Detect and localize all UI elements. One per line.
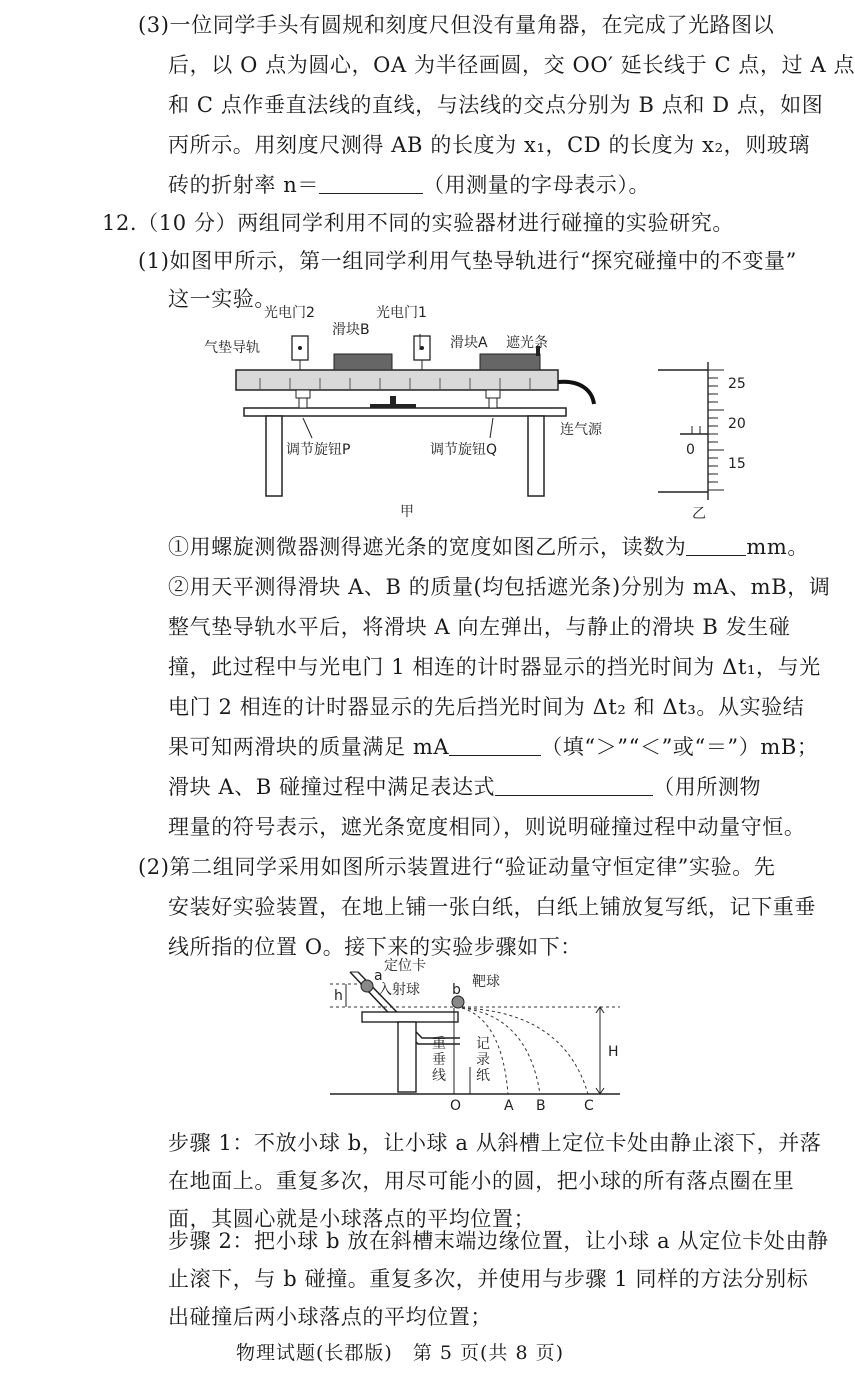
figure-air-track	[200, 300, 620, 522]
tick-15: 15	[728, 456, 746, 472]
step1-line-1: 步骤 1：不放小球 b，让小球 a 从斜槽上定位卡处由静止滚下，并落	[168, 1131, 822, 1155]
q12-1-line-1: (1)如图甲所示，第一组同学利用气垫导轨进行“探究碰撞中的不变量”	[138, 249, 798, 273]
answer-blank-mass-relation[interactable]	[449, 733, 541, 756]
label-B: B	[536, 1098, 546, 1114]
label-H: H	[608, 1044, 619, 1060]
q12-s2-line-6-a: 滑块 A、B 碰撞过程中满足表达式	[168, 775, 496, 799]
q12-s2-line-4: 电门 2 相连的计时器显示的先后挡光时间为 Δt₂ 和 Δt₃。从实验结	[168, 695, 805, 719]
q12-s2-line-3: 撞，此过程中与光电门 1 相连的计时器显示的挡光时间为 Δt₁，与光	[168, 655, 821, 679]
q12-s2-line-7: 理量的符号表示，遮光条宽度相同），则说明碰撞过程中动量守恒。	[168, 815, 806, 839]
q12-s2-line-1: ②用天平测得滑块 A、B 的质量(均包括遮光条)分别为 mA、mB，调	[168, 575, 831, 599]
table-top	[244, 408, 566, 416]
q12-step-reading	[168, 532, 809, 562]
caption-yi: 乙	[692, 506, 706, 522]
tick-zero: 0	[686, 442, 695, 458]
label-light-shield: 遮光条	[506, 335, 548, 351]
label-target-ball: 靶球	[472, 974, 500, 990]
label-O: O	[450, 1098, 462, 1114]
label-positioning-card: 定位卡	[384, 958, 426, 974]
q12-s2-line-5	[168, 732, 819, 762]
q12-s2-line-6-b: （用所测物	[653, 775, 762, 799]
step1-line-2: 在地面上。重复多次，用尽可能小的圆，把小球的所有落点圈在里	[168, 1169, 795, 1193]
label-a: a	[374, 968, 383, 984]
q12-step-reading-a: ①用螺旋测微器测得遮光条的宽度如图乙所示，读数为	[168, 535, 687, 559]
label-b: b	[452, 982, 461, 998]
table-leg-right	[528, 416, 544, 496]
label-photogate-1: 光电门1	[376, 305, 427, 321]
slider-a	[480, 354, 540, 370]
label-knob-q: 调节旋钮Q	[430, 442, 498, 458]
air-track-rail	[236, 370, 558, 390]
photogate-2	[292, 336, 308, 370]
step2-line-1: 步骤 2：把小球 b 放在斜槽末端边缘位置，让小球 a 从定位卡处由静	[168, 1229, 829, 1253]
q11-3-line-5	[168, 170, 650, 200]
figure-micrometer	[650, 354, 760, 524]
table-leg-left	[266, 416, 282, 496]
label-air-source: 连气源	[560, 422, 602, 438]
label-ji: 记	[476, 1036, 490, 1052]
slider-b	[334, 354, 392, 370]
q12-2-line-1: (2)第二组同学采用如图所示装置进行“验证动量守恒定律”实验。先	[138, 855, 776, 879]
step1-line-3: 面，其圆心就是小球落点的平均位置；	[168, 1207, 536, 1231]
air-hose	[558, 382, 594, 404]
q11-3-line-1: (3)一位同学手头有圆规和刻度尺但没有量角器，在完成了光路图以	[138, 13, 775, 37]
q11-3-line-5-a: 砖的折射率 n＝	[168, 173, 319, 197]
label-zhi: 纸	[476, 1068, 490, 1084]
tick-25: 25	[728, 376, 746, 392]
q12-s2-line-6	[168, 772, 761, 802]
answer-blank-width-reading[interactable]	[686, 533, 746, 556]
label-h: h	[334, 988, 343, 1004]
label-A: A	[504, 1098, 514, 1114]
knob-p	[296, 390, 310, 408]
q11-3-line-3: 和 C 点作垂直法线的直线，与法线的交点分别为 B 点和 D 点，如图	[168, 93, 824, 117]
q11-3-line-5-b: （用测量的字母表示）。	[423, 173, 651, 197]
q12-2-line-2: 安装好实验装置，在地上铺一张白纸，白纸上铺放复写纸，记下重垂	[168, 895, 816, 919]
step2-line-3: 出碰撞后两小球落点的平均位置；	[168, 1305, 492, 1329]
label-air-track: 气垫导轨	[204, 340, 260, 356]
knob-q	[486, 390, 500, 408]
label-slider-b: 滑块B	[332, 322, 370, 338]
q12-header: 12.（10 分）两组同学利用不同的实验器材进行碰撞的实验研究。	[102, 211, 734, 235]
label-photogate-2: 光电门2	[264, 305, 315, 321]
label-chui: 垂	[432, 1052, 446, 1068]
q12-2-line-3: 线所指的位置 O。接下来的实验步骤如下：	[168, 935, 582, 959]
tick-20: 20	[728, 416, 746, 432]
q12-s2-line-5-b: （填“＞”“＜”或“＝”）mB；	[541, 735, 819, 759]
label-zhong: 重	[432, 1036, 446, 1052]
label-lu: 录	[476, 1052, 490, 1068]
q12-step-reading-b: mm。	[746, 535, 810, 559]
answer-blank-expression[interactable]	[495, 773, 653, 796]
figure-momentum-setup	[320, 958, 670, 1116]
q12-s2-line-2: 整气垫导轨水平后，将滑块 A 向左弹出，与静止的滑块 B 发生碰	[168, 615, 791, 639]
label-knob-p: 调节旋钮P	[286, 442, 351, 458]
step2-line-2: 止滚下，与 b 碰撞。重复多次，并使用与步骤 1 同样的方法分别标	[168, 1267, 809, 1291]
caption-jia: 甲	[400, 504, 414, 520]
label-xian: 线	[432, 1068, 446, 1084]
label-incident-ball: 入射球	[378, 982, 420, 998]
q12-1-line-2: 这一实验。	[168, 287, 276, 311]
q11-3-line-2: 后，以 O 点为圆心，OA 为半径画圆，交 OO′ 延长线于 C 点，过 A 点	[168, 53, 855, 77]
photogate-1	[414, 336, 430, 370]
answer-blank-refractive-index[interactable]	[319, 171, 423, 194]
incident-ball-a	[361, 980, 373, 992]
q12-s2-line-5-a: 果可知两滑块的质量满足 mA	[168, 735, 450, 759]
page-footer: 物理试题(长郡版) 第 5 页(共 8 页)	[236, 1342, 564, 1364]
q11-3-line-4: 丙所示。用刻度尺测得 AB 的长度为 x₁，CD 的长度为 x₂，则玻璃	[168, 133, 810, 157]
label-slider-a: 滑块A	[450, 335, 488, 351]
label-C: C	[584, 1098, 594, 1114]
